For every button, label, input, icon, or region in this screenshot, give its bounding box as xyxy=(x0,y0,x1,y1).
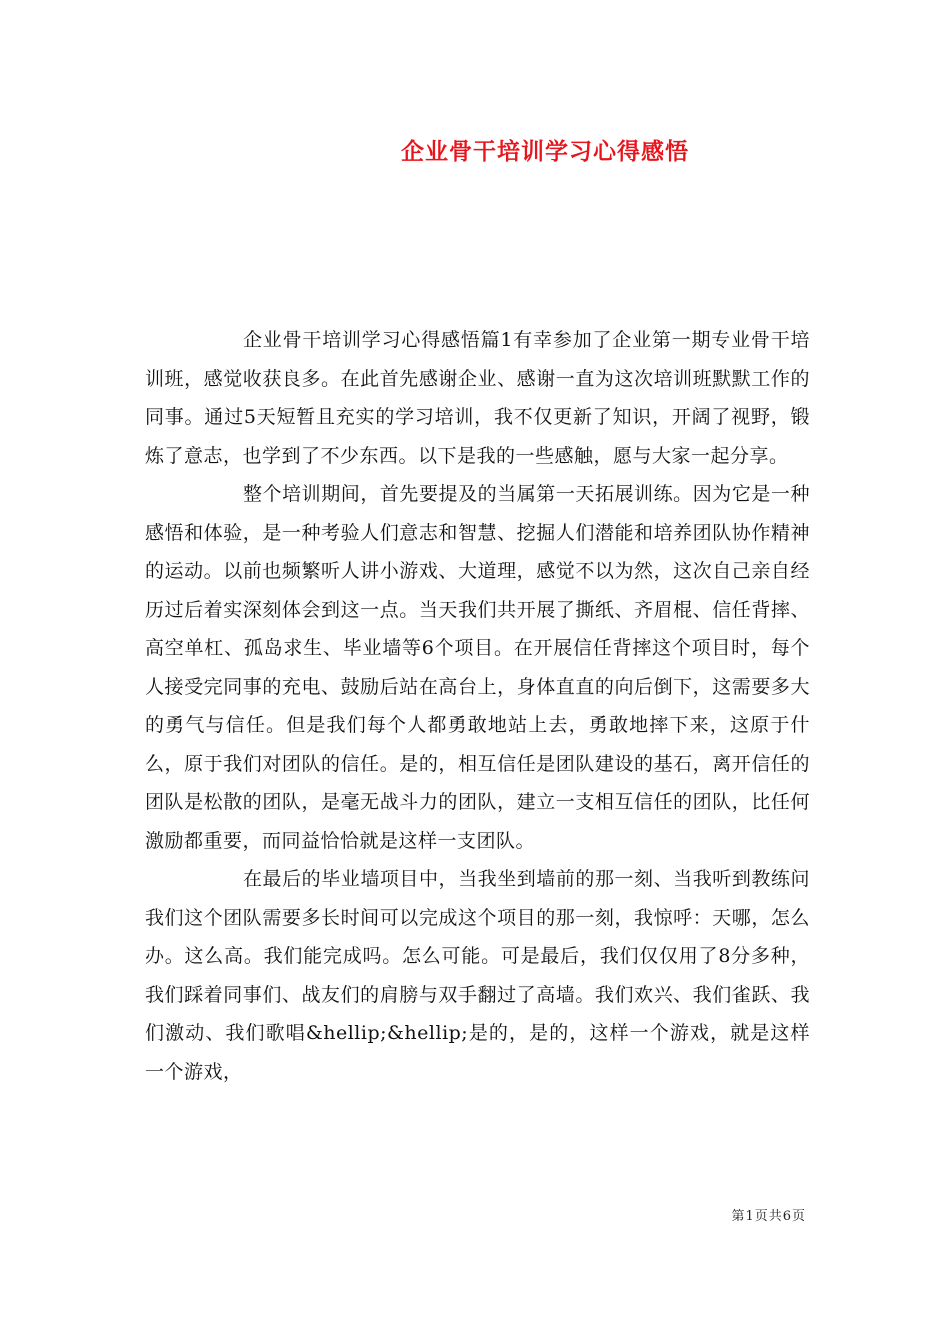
document-body xyxy=(145,321,810,1091)
document-title: 企业骨干培训学习心得感悟 xyxy=(401,138,689,165)
paragraph-1: 企业骨干培训学习心得感悟篇1有幸参加了企业第一期专业骨干培训班，感觉收获良多。在此首先感谢企业、感谢一直为这次培训班默默工作的同事。通过5天短暂且充实的学习培训，我不仅更新了知识，开阔了视野，锻炼了意志，也学到了不少东西。以下是我的一些感触，愿与大家一起分享。 xyxy=(145,329,810,467)
page-number-footer: 第1页共6页 xyxy=(731,1209,806,1224)
paragraph-2: 整个培训期间，首先要提及的当属第一天拓展训练。因为它是一种感悟和体验，是一种考验人们意志和智慧、挖掘人们潜能和培养团队协作精神的运动。以前也频繁听人讲小游戏、大道理，感觉不以为然，这次自己亲自经历过后着实深刻体会到这一点。当天我们共开展了撕纸、齐眉棍、信任背摔、高空单杠、孤岛求生、毕业墙等6个项目。在开展信任背摔这个项目时，每个人接受完同事的充电、鼓励后站在高台上，身体直直的向后倒下，这需要多大的勇气与信任。但是我们每个人都勇敢地站上去，勇敢地摔下来，这原于什么，原于我们对团队的信任。是的，相互信任是团队建设的基石，离开信任的团队是松散的团队，是毫无战斗力的团队，建立一支相互信任的团队，比任何激励都重要，而同益恰恰就是这样一支团队。 xyxy=(145,483,810,852)
paragraph-3: 在最后的毕业墙项目中，当我坐到墙前的那一刻、当我听到教练问我们这个团队需要多长时间可以完成这个项目的那一刻，我惊呼：天哪，怎么办。这么高。我们能完成吗。怎么可能。可是最后，我们仅仅用了8分多种，我们踩着同事们、战友们的肩膀与双手翻过了高墙。我们欢兴、我们雀跃、我们激动、我们歌唱&hellip;&hellip;是的，是的，这样一个游戏，就是这样一个游戏， xyxy=(145,868,810,1083)
